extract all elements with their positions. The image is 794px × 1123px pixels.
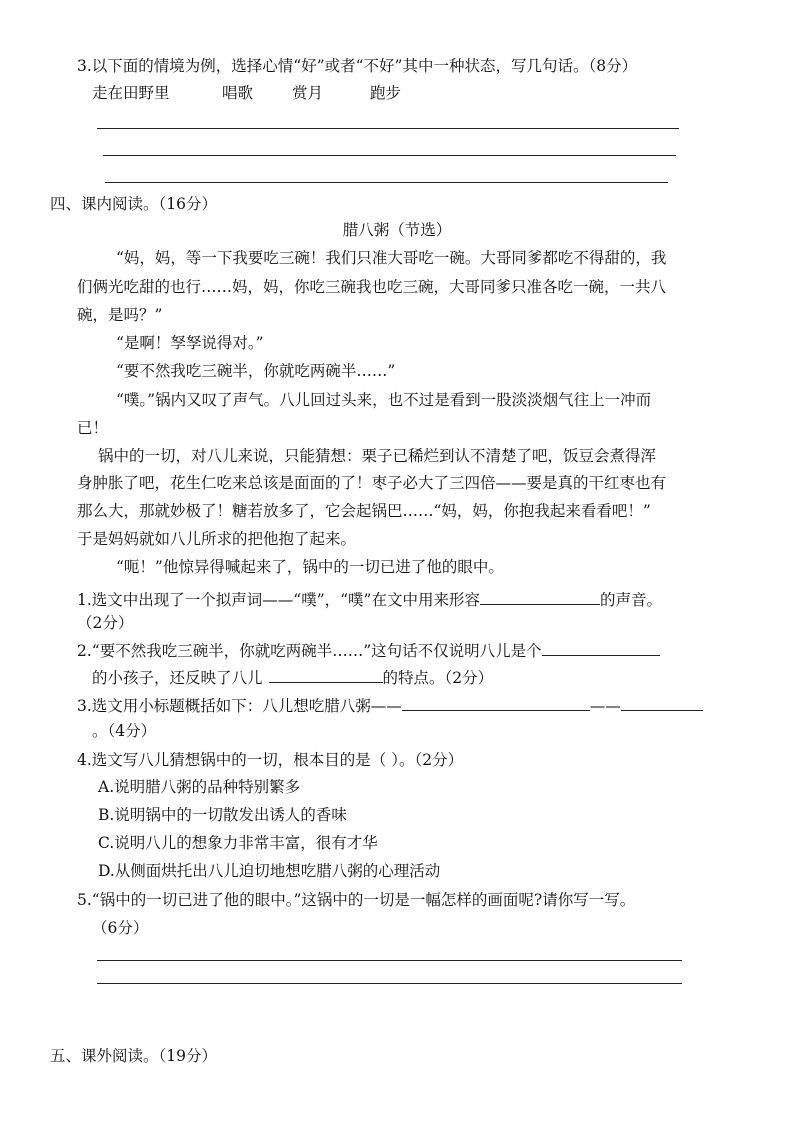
question-5-score: （6分） xyxy=(92,919,149,937)
question-3-dash: —— xyxy=(589,697,621,715)
passage-line: 已！ xyxy=(77,419,109,437)
section-heading: 五、课外阅读。（19分） xyxy=(50,1047,217,1065)
passage-line: “噗。”锅内又叹了声气。八儿回过头来，也不过是看到一股淡淡烟气往上一冲而 xyxy=(116,391,652,409)
question-5: 5.“锅中的一切已进了他的眼中。”这锅中的一切是一幅怎样的画面呢?请你写一写。 xyxy=(77,891,636,909)
question-4: 4.选文写八儿猜想锅中的一切，根本目的是（ ）。（2分） xyxy=(77,751,464,769)
passage-line: 于是妈妈就如八儿所求的把他抱了起来。 xyxy=(77,530,357,548)
fill-blank[interactable] xyxy=(269,667,383,683)
scene-item: 走在田野里 xyxy=(92,84,170,102)
answer-line[interactable] xyxy=(97,128,679,129)
passage-line: 身肿胀了吧，花生仁吃来总该是面面的了！枣子必大了三四倍——要是真的干红枣也有 xyxy=(77,474,667,492)
q3-prompt: 3.以下面的情境为例，选择心情“好”或者“不好”其中一种状态，写几句话。（8分） xyxy=(77,57,638,75)
passage-line: “妈，妈，等一下我要吃三碗！我们只准大哥吃一碗。大哥同爹都吃不得甜的，我 xyxy=(116,249,667,267)
question-2 xyxy=(77,640,660,661)
scene-item: 赏月 xyxy=(292,84,324,102)
question-2-text: 2.“要不然我吃三碗半，你就吃两碗半……”这句话不仅说明八儿是个 xyxy=(77,642,542,660)
question-1-score: （2分） xyxy=(77,614,134,632)
answer-line[interactable] xyxy=(97,983,682,984)
passage-line: “呃！”他惊异得喊起来了，锅中的一切已进了他的眼中。 xyxy=(116,558,504,576)
answer-line[interactable] xyxy=(103,155,676,156)
question-1-text: 1.选文中出现了一个拟声词——“噗”，“噗”在文中用来形容 xyxy=(77,591,480,609)
question-1 xyxy=(77,589,662,610)
choice-option-d[interactable]: D.从侧面烘托出八儿迫切地想吃腊八粥的心理活动 xyxy=(98,862,441,880)
choice-option-b[interactable]: B.说明锅中的一切散发出诱人的香味 xyxy=(98,806,347,824)
scene-item: 跑步 xyxy=(370,84,402,102)
fill-blank[interactable] xyxy=(542,640,660,656)
question-2-tail: 的特点。（2分） xyxy=(382,669,494,687)
choice-option-c[interactable]: C.说明八儿的想象力非常丰富，很有才华 xyxy=(98,834,378,852)
question-2-cont xyxy=(92,667,493,688)
question-3-score: 。（4分） xyxy=(92,722,157,740)
passage-line: 碗，是吗？” xyxy=(77,306,163,324)
passage-line: “是啊！孥孥说得对。” xyxy=(116,334,264,352)
passage-line: 那么大，那就妙极了！糖若放多了，它会起锅巴……“妈，妈，你抱我起来看看吧！” xyxy=(77,502,651,520)
passage-line: “要不然我吃三碗半，你就吃两碗半……” xyxy=(116,362,396,380)
choice-option-a[interactable]: A.说明腊八粥的品种特别繁多 xyxy=(98,778,301,796)
section-heading: 四、课内阅读。（16分） xyxy=(50,195,217,213)
question-1-tail: 的声音。 xyxy=(600,591,663,609)
fill-blank[interactable] xyxy=(621,695,703,711)
passage-title: 腊八粥（节选） xyxy=(342,221,452,239)
scene-item: 唱歌 xyxy=(222,84,254,102)
question-3-text: 3.选文用小标题概括如下：八儿想吃腊八粥—— xyxy=(77,697,402,715)
fill-blank[interactable] xyxy=(402,695,590,711)
question-3 xyxy=(77,695,703,716)
passage-line: 们俩光吃甜的也行……妈，妈，你吃三碗我也吃三碗，大哥同爹只准各吃一碗，一共八 xyxy=(77,278,667,296)
fill-blank[interactable] xyxy=(480,589,600,605)
passage-line: 锅中的一切，对八儿来说，只能猜想：栗子已稀烂到认不清楚了吧，饭豆会煮得浑 xyxy=(98,447,657,465)
answer-line[interactable] xyxy=(105,182,668,183)
question-2-mid: 的小孩子，还反映了八儿 xyxy=(92,669,263,687)
answer-line[interactable] xyxy=(97,960,682,961)
